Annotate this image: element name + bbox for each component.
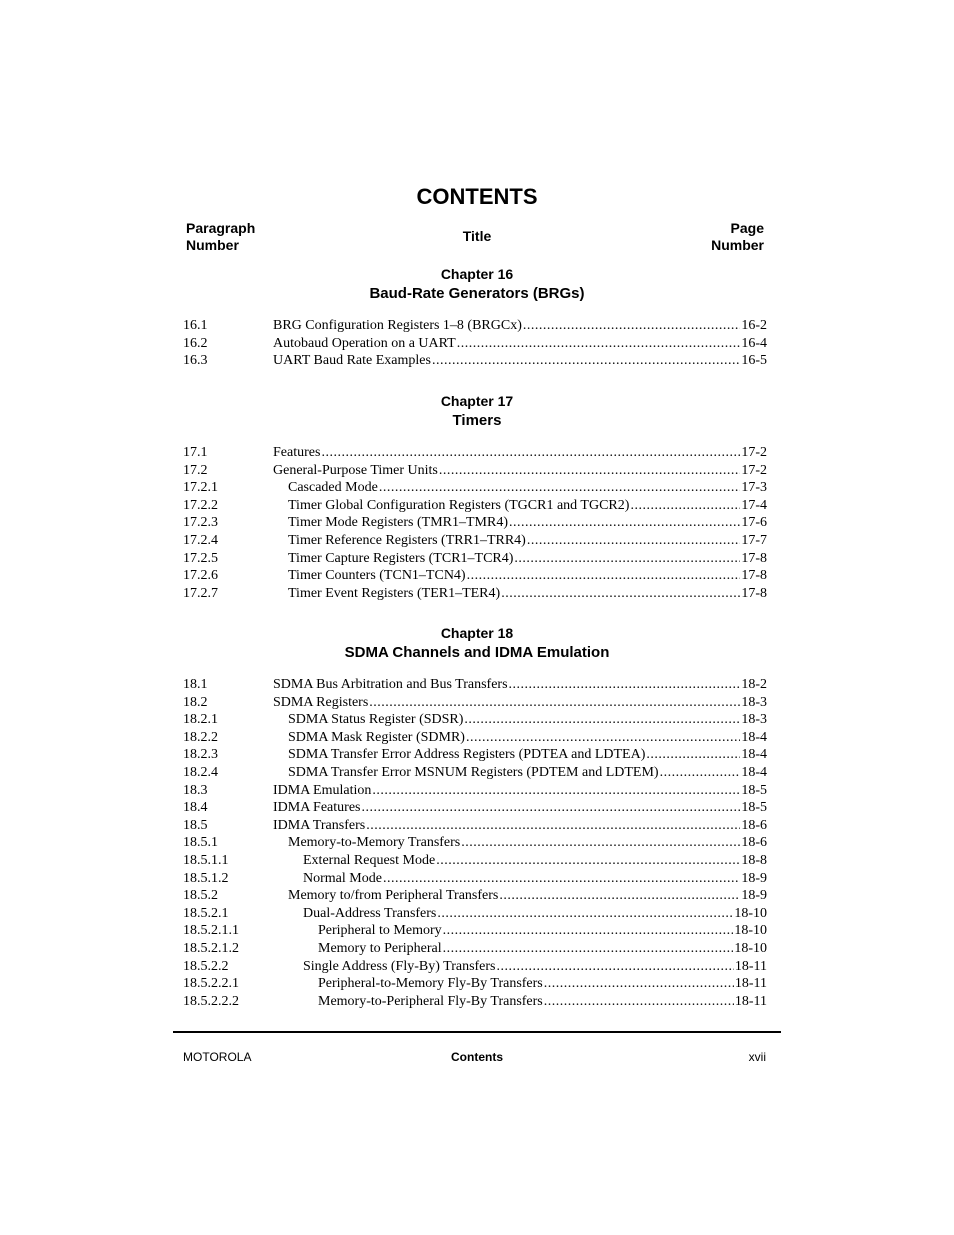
toc-list-chapter-17 — [183, 444, 767, 602]
toc-entry-number: 18.3 — [183, 782, 208, 798]
chapter-label: Chapter 18 — [440, 625, 514, 641]
toc-entry-page: 17-2 — [741, 445, 767, 460]
toc-entry[interactable] — [183, 567, 767, 585]
toc-entry-number: 18.5.1.1 — [183, 852, 229, 868]
toc-entry-number: 17.2.2 — [183, 497, 218, 513]
toc-entry-number: 18.5.1.2 — [183, 870, 229, 886]
toc-entry[interactable] — [183, 852, 767, 870]
header-left-line1: Paragraph — [186, 220, 256, 236]
toc-entry-title: IDMA Transfers — [273, 817, 366, 833]
toc-entry-page: 17-3 — [741, 480, 767, 496]
toc-leader-dots — [544, 993, 734, 1011]
toc-entry-title: Features — [273, 445, 321, 460]
chapter-18-heading — [0, 625, 954, 662]
toc-entry[interactable] — [183, 834, 767, 852]
toc-leader-dots — [646, 746, 740, 764]
toc-leader-dots — [321, 444, 740, 462]
toc-entry-number: 18.1 — [183, 677, 208, 692]
toc-entry[interactable] — [183, 462, 767, 480]
toc-entry-number: 18.5.2.1.2 — [183, 940, 239, 956]
toc-entry-title: Memory to Peripheral — [318, 940, 442, 956]
header-left-line2: Number — [186, 237, 239, 253]
header-page-number — [711, 220, 764, 254]
toc-entry-title: IDMA Emulation — [273, 782, 372, 798]
toc-entry-title: External Request Mode — [303, 852, 436, 868]
toc-leader-dots — [432, 352, 740, 370]
toc-entry[interactable] — [183, 550, 767, 568]
toc-leader-dots — [439, 462, 740, 480]
toc-entry-number: 17.2.4 — [183, 532, 218, 548]
toc-entry-number: 17.2.3 — [183, 515, 218, 531]
toc-entry-number: 18.2 — [183, 694, 208, 710]
toc-leader-dots — [523, 317, 740, 335]
page-title: CONTENTS — [416, 184, 538, 209]
toc-entry[interactable] — [183, 782, 767, 800]
toc-entry-title: Cascaded Mode — [288, 480, 378, 496]
toc-entry-title: General-Purpose Timer Units — [273, 462, 438, 478]
chapter-16-heading — [0, 266, 954, 303]
toc-leader-dots — [544, 975, 734, 993]
toc-entry-title: BRG Configuration Registers 1–8 (BRGCx) — [273, 318, 522, 333]
toc-entry-number: 17.2.5 — [183, 550, 218, 566]
toc-leader-dots — [437, 905, 733, 923]
toc-leader-dots — [509, 514, 740, 532]
toc-entry-page: 18-10 — [734, 940, 767, 956]
toc-leader-dots — [509, 676, 741, 694]
header-right-line1: Page — [730, 220, 764, 236]
chapter-label: Chapter 16 — [440, 266, 514, 282]
toc-entry-page: 18-5 — [741, 782, 767, 798]
toc-entry-title: Timer Event Registers (TER1–TER4) — [288, 585, 501, 601]
toc-entry-page: 16-4 — [741, 335, 767, 351]
toc-leader-dots — [527, 532, 740, 550]
toc-leader-dots — [362, 799, 741, 817]
toc-entry[interactable] — [183, 993, 767, 1011]
toc-entry-title: Timer Counters (TCN1–TCN4) — [288, 568, 466, 584]
toc-leader-dots — [372, 782, 740, 800]
toc-entry-title: Peripheral-to-Memory Fly-By Transfers — [318, 976, 543, 992]
toc-leader-dots — [436, 852, 740, 870]
toc-entry-title: SDMA Status Register (SDSR) — [288, 712, 464, 728]
toc-entry[interactable] — [183, 799, 767, 817]
toc-entry-page: 18-3 — [741, 712, 767, 728]
toc-entry-title: Dual-Address Transfers — [303, 905, 437, 921]
toc-entry[interactable] — [183, 905, 767, 923]
toc-entry-number: 18.2.4 — [183, 764, 218, 780]
toc-entry-page: 18-2 — [741, 677, 767, 692]
toc-entry-number: 17.2.1 — [183, 480, 218, 496]
toc-entry[interactable] — [183, 444, 767, 462]
toc-entry[interactable] — [183, 870, 767, 888]
toc-entry-number: 17.2 — [183, 462, 208, 478]
toc-leader-dots — [660, 764, 741, 782]
footer-section: Contents — [451, 1050, 503, 1064]
toc-entry[interactable] — [183, 352, 767, 370]
toc-entry[interactable] — [183, 479, 767, 497]
toc-entry-title: IDMA Features — [273, 800, 361, 816]
toc-entry[interactable] — [183, 532, 767, 550]
toc-entry[interactable] — [183, 676, 767, 694]
toc-entry-title: SDMA Mask Register (SDMR) — [288, 729, 465, 745]
toc-entry-title: Memory-to-Peripheral Fly-By Transfers — [318, 993, 543, 1009]
toc-entry[interactable] — [183, 746, 767, 764]
toc-entry[interactable] — [183, 922, 767, 940]
toc-list-chapter-18 — [183, 676, 767, 1010]
toc-leader-dots — [379, 479, 741, 497]
toc-entry-title: SDMA Transfer Error MSNUM Registers (PDTEM and LDTEM) — [288, 764, 659, 780]
toc-entry-page: 18-6 — [741, 817, 767, 833]
toc-leader-dots — [497, 958, 734, 976]
toc-entry-number: 18.5.2.2 — [183, 958, 229, 974]
toc-leader-dots — [501, 585, 740, 603]
toc-entry-page: 18-9 — [741, 888, 767, 904]
toc-leader-dots — [466, 729, 740, 747]
toc-entry-page: 18-8 — [741, 852, 767, 868]
toc-entry-number: 18.5 — [183, 817, 208, 833]
toc-entry-title: SDMA Transfer Error Address Registers (PDTEA and LDTEA) — [288, 747, 646, 763]
toc-entry[interactable] — [183, 958, 767, 976]
toc-entry-page: 18-11 — [734, 958, 767, 974]
toc-leader-dots — [467, 567, 741, 585]
toc-leader-dots — [443, 940, 734, 958]
toc-entry-page: 18-4 — [741, 729, 767, 745]
toc-entry-title: SDMA Bus Arbitration and Bus Transfers — [273, 677, 508, 692]
toc-entry[interactable] — [183, 317, 767, 335]
toc-entry-title: Memory-to-Memory Transfers — [288, 835, 461, 851]
toc-leader-dots — [499, 887, 740, 905]
toc-entry-page: 16-5 — [741, 353, 767, 369]
toc-entry-number: 17.1 — [183, 445, 208, 460]
toc-entry-number: 18.2.3 — [183, 747, 218, 763]
toc-entry[interactable] — [183, 764, 767, 782]
toc-entry[interactable] — [183, 887, 767, 905]
toc-entry-number: 18.2.2 — [183, 729, 218, 745]
toc-entry-page: 18-11 — [734, 976, 767, 992]
toc-entry-page: 17-4 — [741, 497, 767, 513]
footer-divider — [173, 1031, 781, 1033]
toc-entry[interactable] — [183, 817, 767, 835]
toc-entry-title: Timer Mode Registers (TMR1–TMR4) — [288, 515, 508, 531]
toc-entry-page: 17-8 — [741, 585, 767, 601]
toc-entry-title: Normal Mode — [303, 870, 382, 886]
chapter-title: Timers — [452, 412, 502, 429]
toc-leader-dots — [443, 922, 734, 940]
toc-leader-dots — [383, 870, 740, 888]
toc-leader-dots — [464, 711, 740, 729]
toc-entry-page: 17-2 — [741, 462, 767, 478]
toc-entry-title: SDMA Registers — [273, 694, 369, 710]
toc-entry[interactable] — [183, 514, 767, 532]
toc-entry-number: 17.2.6 — [183, 568, 218, 584]
toc-entry-page: 18-9 — [741, 870, 767, 886]
footer-page-number: xvii — [748, 1050, 766, 1064]
toc-entry-title: UART Baud Rate Examples — [273, 353, 431, 369]
toc-leader-dots — [630, 497, 740, 515]
footer-publisher: MOTOROLA — [183, 1050, 252, 1064]
toc-entry-page: 17-8 — [741, 550, 767, 566]
header-title: Title — [462, 228, 492, 244]
toc-leader-dots — [457, 335, 741, 353]
toc-entry[interactable] — [183, 497, 767, 515]
toc-entry-page: 18-3 — [741, 694, 767, 710]
toc-entry-page: 18-11 — [734, 993, 767, 1009]
toc-leader-dots — [369, 694, 740, 712]
toc-entry-number: 16.3 — [183, 353, 208, 369]
toc-entry[interactable] — [183, 694, 767, 712]
chapter-title: Baud-Rate Generators (BRGs) — [369, 285, 585, 302]
toc-entry[interactable] — [183, 729, 767, 747]
toc-entry-number: 18.5.2.2.2 — [183, 993, 239, 1009]
toc-entry-number: 18.5.2.1.1 — [183, 923, 239, 939]
toc-entry-number: 16.2 — [183, 335, 208, 351]
toc-entry-title: Single Address (Fly-By) Transfers — [303, 958, 496, 974]
toc-entry-page: 18-10 — [734, 923, 767, 939]
toc-entry-title: Timer Global Configuration Registers (TGCR1 and TGCR2) — [288, 497, 630, 513]
toc-entry-title: Timer Capture Registers (TCR1–TCR4) — [288, 550, 514, 566]
toc-entry-title: Memory to/from Peripheral Transfers — [288, 888, 499, 904]
toc-entry-page: 18-5 — [741, 800, 767, 816]
chapter-17-heading — [0, 393, 954, 430]
toc-entry[interactable] — [183, 711, 767, 729]
toc-entry[interactable] — [183, 940, 767, 958]
toc-entry-title: Peripheral to Memory — [318, 923, 442, 939]
chapter-title: SDMA Channels and IDMA Emulation — [344, 644, 610, 661]
toc-entry[interactable] — [183, 585, 767, 603]
toc-entry-page: 16-2 — [741, 318, 767, 333]
toc-leader-dots — [366, 817, 740, 835]
toc-entry-page: 17-7 — [741, 532, 767, 548]
toc-entry-page: 17-8 — [741, 568, 767, 584]
toc-entry-page: 18-10 — [734, 905, 767, 921]
toc-entry[interactable] — [183, 975, 767, 993]
toc-entry-number: 18.4 — [183, 800, 208, 816]
chapter-label: Chapter 17 — [440, 393, 514, 409]
toc-entry-number: 17.2.7 — [183, 585, 218, 601]
toc-entry-page: 18-4 — [741, 747, 767, 763]
toc-leader-dots — [514, 550, 740, 568]
toc-entry-number: 18.5.2.1 — [183, 905, 229, 921]
toc-entry-page: 18-4 — [741, 764, 767, 780]
toc-entry[interactable] — [183, 335, 767, 353]
toc-leader-dots — [461, 834, 740, 852]
toc-list-chapter-16 — [183, 317, 767, 370]
toc-entry-title: Autobaud Operation on a UART — [273, 335, 456, 351]
toc-entry-number: 18.5.1 — [183, 835, 218, 851]
toc-entry-number: 18.5.2 — [183, 888, 218, 904]
toc-entry-number: 16.1 — [183, 318, 208, 333]
toc-entry-title: Timer Reference Registers (TRR1–TRR4) — [288, 532, 526, 548]
header-right-line2: Number — [711, 237, 764, 253]
toc-entry-page: 18-6 — [741, 835, 767, 851]
toc-entry-page: 17-6 — [741, 515, 767, 531]
toc-entry-number: 18.5.2.2.1 — [183, 976, 239, 992]
toc-entry-number: 18.2.1 — [183, 712, 218, 728]
